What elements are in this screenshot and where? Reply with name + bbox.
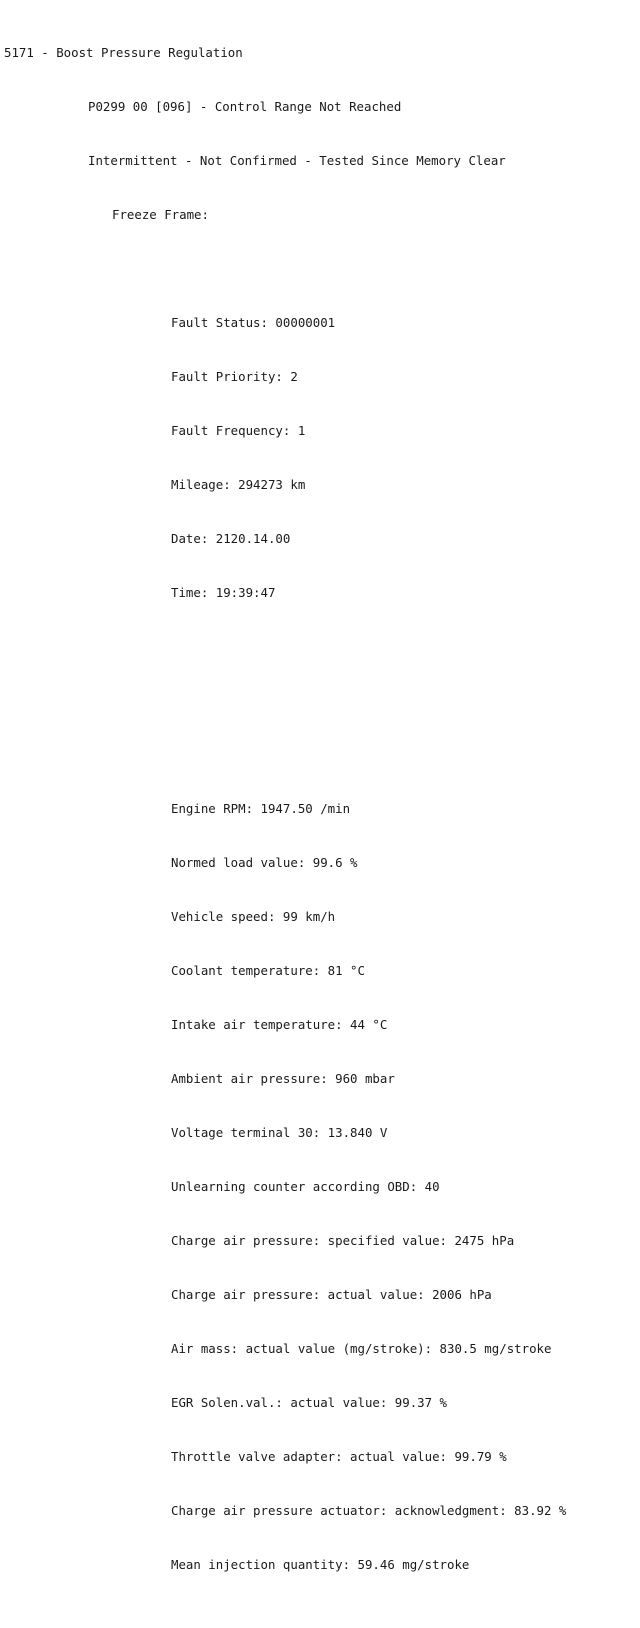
spacer xyxy=(0,692,566,710)
list-item: Vehicle speed: 99 km/h xyxy=(171,909,336,924)
list-item: Charge air pressure actuator: acknowledgment: 83.92 % xyxy=(171,1503,567,1518)
list-item: Fault Status: 00000001 xyxy=(171,315,336,330)
fault-title: 5171 - Boost Pressure Regulation xyxy=(4,45,243,60)
list-item: Fault Priority: 2 xyxy=(171,369,298,384)
list-item: Intake air temperature: 44 °C xyxy=(171,1017,388,1032)
list-item: Fault Frequency: 1 xyxy=(171,423,306,438)
list-item: Date: 2120.14.00 xyxy=(171,531,291,546)
list-item: Coolant temperature: 81 °C xyxy=(171,963,365,978)
list-item: Charge air pressure: actual value: 2006 hPa xyxy=(171,1287,492,1302)
list-item: Ambient air pressure: 960 mbar xyxy=(171,1071,395,1086)
list-item: Unlearning counter according OBD: 40 xyxy=(171,1179,440,1194)
fault-report xyxy=(0,8,566,1628)
freeze-frame-label: Freeze Frame: xyxy=(112,207,209,222)
list-item: Mean injection quantity: 59.46 mg/stroke xyxy=(171,1557,470,1572)
list-item: Engine RPM: 1947.50 /min xyxy=(171,801,351,816)
freeze-frame-header-list xyxy=(0,278,566,638)
list-item: EGR Solen.val.: actual value: 99.37 % xyxy=(171,1395,448,1410)
list-item: Normed load value: 99.6 % xyxy=(171,855,358,870)
list-item: Voltage terminal 30: 13.840 V xyxy=(171,1125,388,1140)
fault-code-line: P0299 00 [096] - Control Range Not Reached xyxy=(88,99,402,114)
list-item: Air mass: actual value (mg/stroke): 830.5 mg/stroke xyxy=(171,1341,552,1356)
fault-status-line: Intermittent - Not Confirmed - Tested Since Memory Clear xyxy=(88,153,506,168)
list-item: Mileage: 294273 km xyxy=(171,477,306,492)
list-item: Charge air pressure: specified value: 2475 hPa xyxy=(171,1233,515,1248)
list-item: Time: 19:39:47 xyxy=(171,585,276,600)
freeze-frame-values-list xyxy=(0,764,566,1610)
list-item: Throttle valve adapter: actual value: 99.79 % xyxy=(171,1449,507,1464)
